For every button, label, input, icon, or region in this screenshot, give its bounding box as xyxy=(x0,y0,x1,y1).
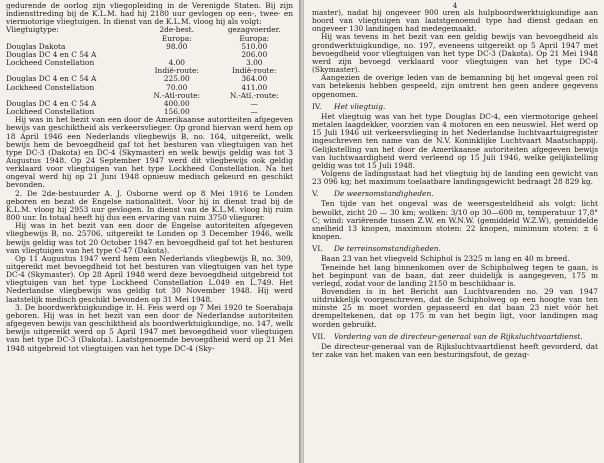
table-cell: 206.00 xyxy=(241,49,268,59)
left-page xyxy=(0,0,299,463)
section-number: VI. xyxy=(312,244,323,254)
table-cell: Indië-route: xyxy=(154,66,199,76)
section-title: De weersomstandigheden. xyxy=(334,189,434,199)
table-cell: Lockheed Constellation xyxy=(6,58,95,68)
table-cell: 411.00 xyxy=(241,82,268,92)
table-cell: 400.00 xyxy=(163,98,190,108)
right-sections xyxy=(312,103,598,360)
section-number: VII. xyxy=(312,331,326,341)
table-cell: 70.00 xyxy=(166,82,188,92)
section-paragraph: Ten tijde van het ongeval was de weersgesteldheid als volgt: licht bewolkt, zicht 20 — 30 km; wolken: 3/10 op 30—600 m, temperatuur 17,8° C; wind: variërende tussen Z.W. en W.N.W. (gemiddeld W.Z.W), gemiddelde snelheid 13 knopen, maximum stoten: 22 knopen, minimum stoten: ± 6 knopen. xyxy=(312,199,598,242)
table-cell: — xyxy=(250,107,258,117)
section-heading xyxy=(312,333,598,341)
left-paragraph: 2. De 2de-bestuurder A. J. Osborne werd op 8 Mei 1916 te Londen geboren en bezat de Engelse nationaliteit. Voor hij in dienst trad bij de K.L.M. vloog hij 2953 uur gevlogen. In dienst van de K.L.M. vloog hij ruim 800 uur. In totaal heeft hij dus een ervaring van ruim 3750 vliegurer. xyxy=(6,188,293,223)
section-heading xyxy=(312,103,598,111)
table-cell: 510.00 xyxy=(241,41,268,51)
table-cell: — xyxy=(250,98,258,108)
section-number: IV. xyxy=(312,101,322,111)
table-cell: Indië-route: xyxy=(232,66,277,76)
section-heading xyxy=(312,190,598,198)
left-paragraph: Hij was in het bezit van een door de Engelse autoriteiten afgegeven vliegbewijs B, no. 25706, uitgereikt te Londen op 3 December 1946, welk bewijs geldig was tot 20 October 1947 en bevoegdheid gaf tot het besturen van vliegtuigen van het type C-47 (Dakota). xyxy=(6,221,293,255)
table-cell: Douglas DC 4 en C 54 A xyxy=(6,74,97,84)
table-cell: Douglas DC 4 en C 54 A xyxy=(6,98,97,108)
right-page xyxy=(304,0,604,463)
section-paragraph: Teneinde het lang binnenkomen over de Schipholweg tegen te gaan, is het beginpunt van de baan, dat zeer duidelijk is aangegeven, 175 m verlegd, zodat voor de landing 2150 m beschikbaar is. xyxy=(312,262,598,288)
left-paragraph: Hij was in het bezit van een door de Amerikaanse autoriteiten afgegeven bewijs van geschiktheid als verkeersvlieger. Op grond hiervan werd hem op 18 April 1946 een Nederlands vliegbewijs B, no. 164, uitgereikt, welk bewijs hem de bevoegdheid gaf tot het besturen van vliegtuigen van het type DC-3 (Dakota) en DC-4 (Skymaster) en welk bewijs geldig was tot 3 Augustus 1948. Op 24 September 1947 werd dit vliegbewijs ook geldig verklaard voor vliegtuigen van het type Lockheed Constellation. Na het ongeval werd hij op 21 Juni 1948 opnieuw medisch gekeurd en geschikt bevonden. xyxy=(6,115,293,190)
table-cell: Europa: xyxy=(239,33,270,43)
flight-hours-table xyxy=(6,26,293,116)
table-cell: 2de-best. xyxy=(159,25,195,35)
right-top-body xyxy=(312,9,598,99)
table-cell: 4.00 xyxy=(168,58,185,68)
left-paragraph: 3. De boordwerktuigkundige ir. H. Feis werd op 7 Mei 1920 te Soerabaja geboren. Hij was in het bezit van een door de Nederlandse autoriteiten afgegeven bewijs van geschiktheid als boordwerktuigkundige, no. 147, welk bewijs uitgereikt werd op 5 April 1947 met bevoegdheid voor vliegtuigen van het type DC-3 (Dakota). Laatstgenoemde bevoegdheid werd op 21 Mei 1948 uitgebreid tot vliegtuigen van het type DC-4 (Sky- xyxy=(6,302,293,353)
table-cell: Douglas DC 4 en C 54 A xyxy=(6,49,97,59)
section-paragraph: Volgens de ladingsstaat had het vliegtuig bij de landing een gewicht van 23 096 kg; het maximum toelaatbare landingsgewicht bedraagt 28 829 kg. xyxy=(312,168,598,187)
section-title: De terreinsomstandigheden. xyxy=(334,244,441,254)
section-paragraph: De directeur-generaal van de Rijksluchtvaartdienst heeft gevorderd, dat ter zake van het maken van een besturingsfout, de gezag- xyxy=(312,341,598,360)
table-cell: N.-Atl.-route: xyxy=(229,90,279,100)
section-heading xyxy=(312,245,598,253)
table-cell: 364.00 xyxy=(241,74,268,84)
right-paragraph: Hij was tevens in het bezit van een geldig bewijs van bevoegdheid als grondwerktuigkundige, no. 197, eveneens uitgereikt op 5 April 1947 met bevoegdheid voor vliegtuigen van het type DC-3 (Dakota). Op 21 Mei 1948 werd zijn bevoegd verklaard voor vliegtuigen van het type DC-4 (Skymaster). xyxy=(312,32,598,75)
table-cell: Europa: xyxy=(161,33,192,43)
table-cell: Lockheed Constellation xyxy=(6,82,95,92)
section-paragraph: Baan 23 van het vliegveld Schiphol is 2325 m lang en 40 m breed. xyxy=(321,254,570,264)
table-cell: 3.00 xyxy=(246,58,263,68)
table-cell: 98.00 xyxy=(166,41,188,51)
table-cell: gezagvoerder. xyxy=(227,25,281,35)
table-cell: 225.00 xyxy=(163,74,190,84)
right-paragraph: master), nadat hij ongeveer 900 uren als hulpboordwerktuigkundige aan boord van vliegtuigen van laatstgenoemd type had dienst gedaan en ongeveer 130 landingen had medegemaakt. xyxy=(312,8,598,34)
table-cell: Lockheed Constellation xyxy=(6,107,95,117)
left-body xyxy=(6,116,293,353)
table-cell: Douglas Dakota xyxy=(6,41,66,51)
section-title: Het vliegtuig. xyxy=(334,101,386,111)
table-cell: Vliegtuigtype: xyxy=(6,25,59,35)
page-number: 4 xyxy=(452,1,458,10)
section-title: Vordering van de directeur-generaal van de Rijksluchtvaartdienst. xyxy=(334,331,583,341)
section-number: V. xyxy=(312,189,319,199)
table-cell: N.-Atl-route: xyxy=(153,90,200,100)
right-paragraph: Aangezien de overige leden van de bemanning bij het ongeval geen rol van betekenis hebben gespeeld, zijn omtrent hen geen andere gegevens opgenomen. xyxy=(312,73,598,99)
section-paragraph: Het vliegtuig was van het type Douglas DC-4, een viermotorige geheel metalen laagdekker, voorzien van 4 motoren en een neuswiel. Het werd op 15 Juli 1946 uit verkeersvlieging in het Nederlandse luchtvaartuigregister ingeschreven ten name van de N.V. Koninklijke Luchtvaart Maatschappij. Gelijkstelling van het door de Amerikaanse autoriteiten afgegeven bewijs van luchtwaardigheid werd verleend op 15 Juli 1946, welke gelijkstelling geldig was tot 15 Juli 1948. xyxy=(312,111,598,170)
left-intro: gedurende de oorlog zijn vliegopleiding in de Verenigde Staten. Bij zijn indiensttreding bij de K.L.M. had hij 2180 uur gevlogen op een-, twee- en viermotorige vliegtuigen. In dienst van de K.L.M. vloog hij als volgt: xyxy=(6,1,293,27)
section-paragraph: Bovendien is in het Bericht aan Luchtvarenden no. 29 van 1947 uitdrukkelijk voorgeschreven, dat de Schipholweg op een hoogte van ten minste 25 m moet worden gepasseerd en dat baan 23 niet vóór het drempeltekenen, dat op 175 m van het begin ligt, voor landingen mag worden gebruikt. xyxy=(312,287,598,329)
left-paragraph: Op 11 Augustus 1947 werd hem een Nederlands vliegbewijs B, no. 309, uitgereikt met bevoegdheid tot het besturen van vliegtuigen van het type DC-4 (Skymaster). Op 28 April 1948 werd deze bevoegdheid uitgebreid tot vliegtuigen van het type Lockheed Constellation L.049 en L.749. Het Nederlandse vliegbewijs was geldig tot 30 November 1948. Hij werd laatstelijk medisch geschikt bevonden op 31 Mei 1948. xyxy=(6,253,293,304)
table-cell: 156.00 xyxy=(163,107,190,117)
